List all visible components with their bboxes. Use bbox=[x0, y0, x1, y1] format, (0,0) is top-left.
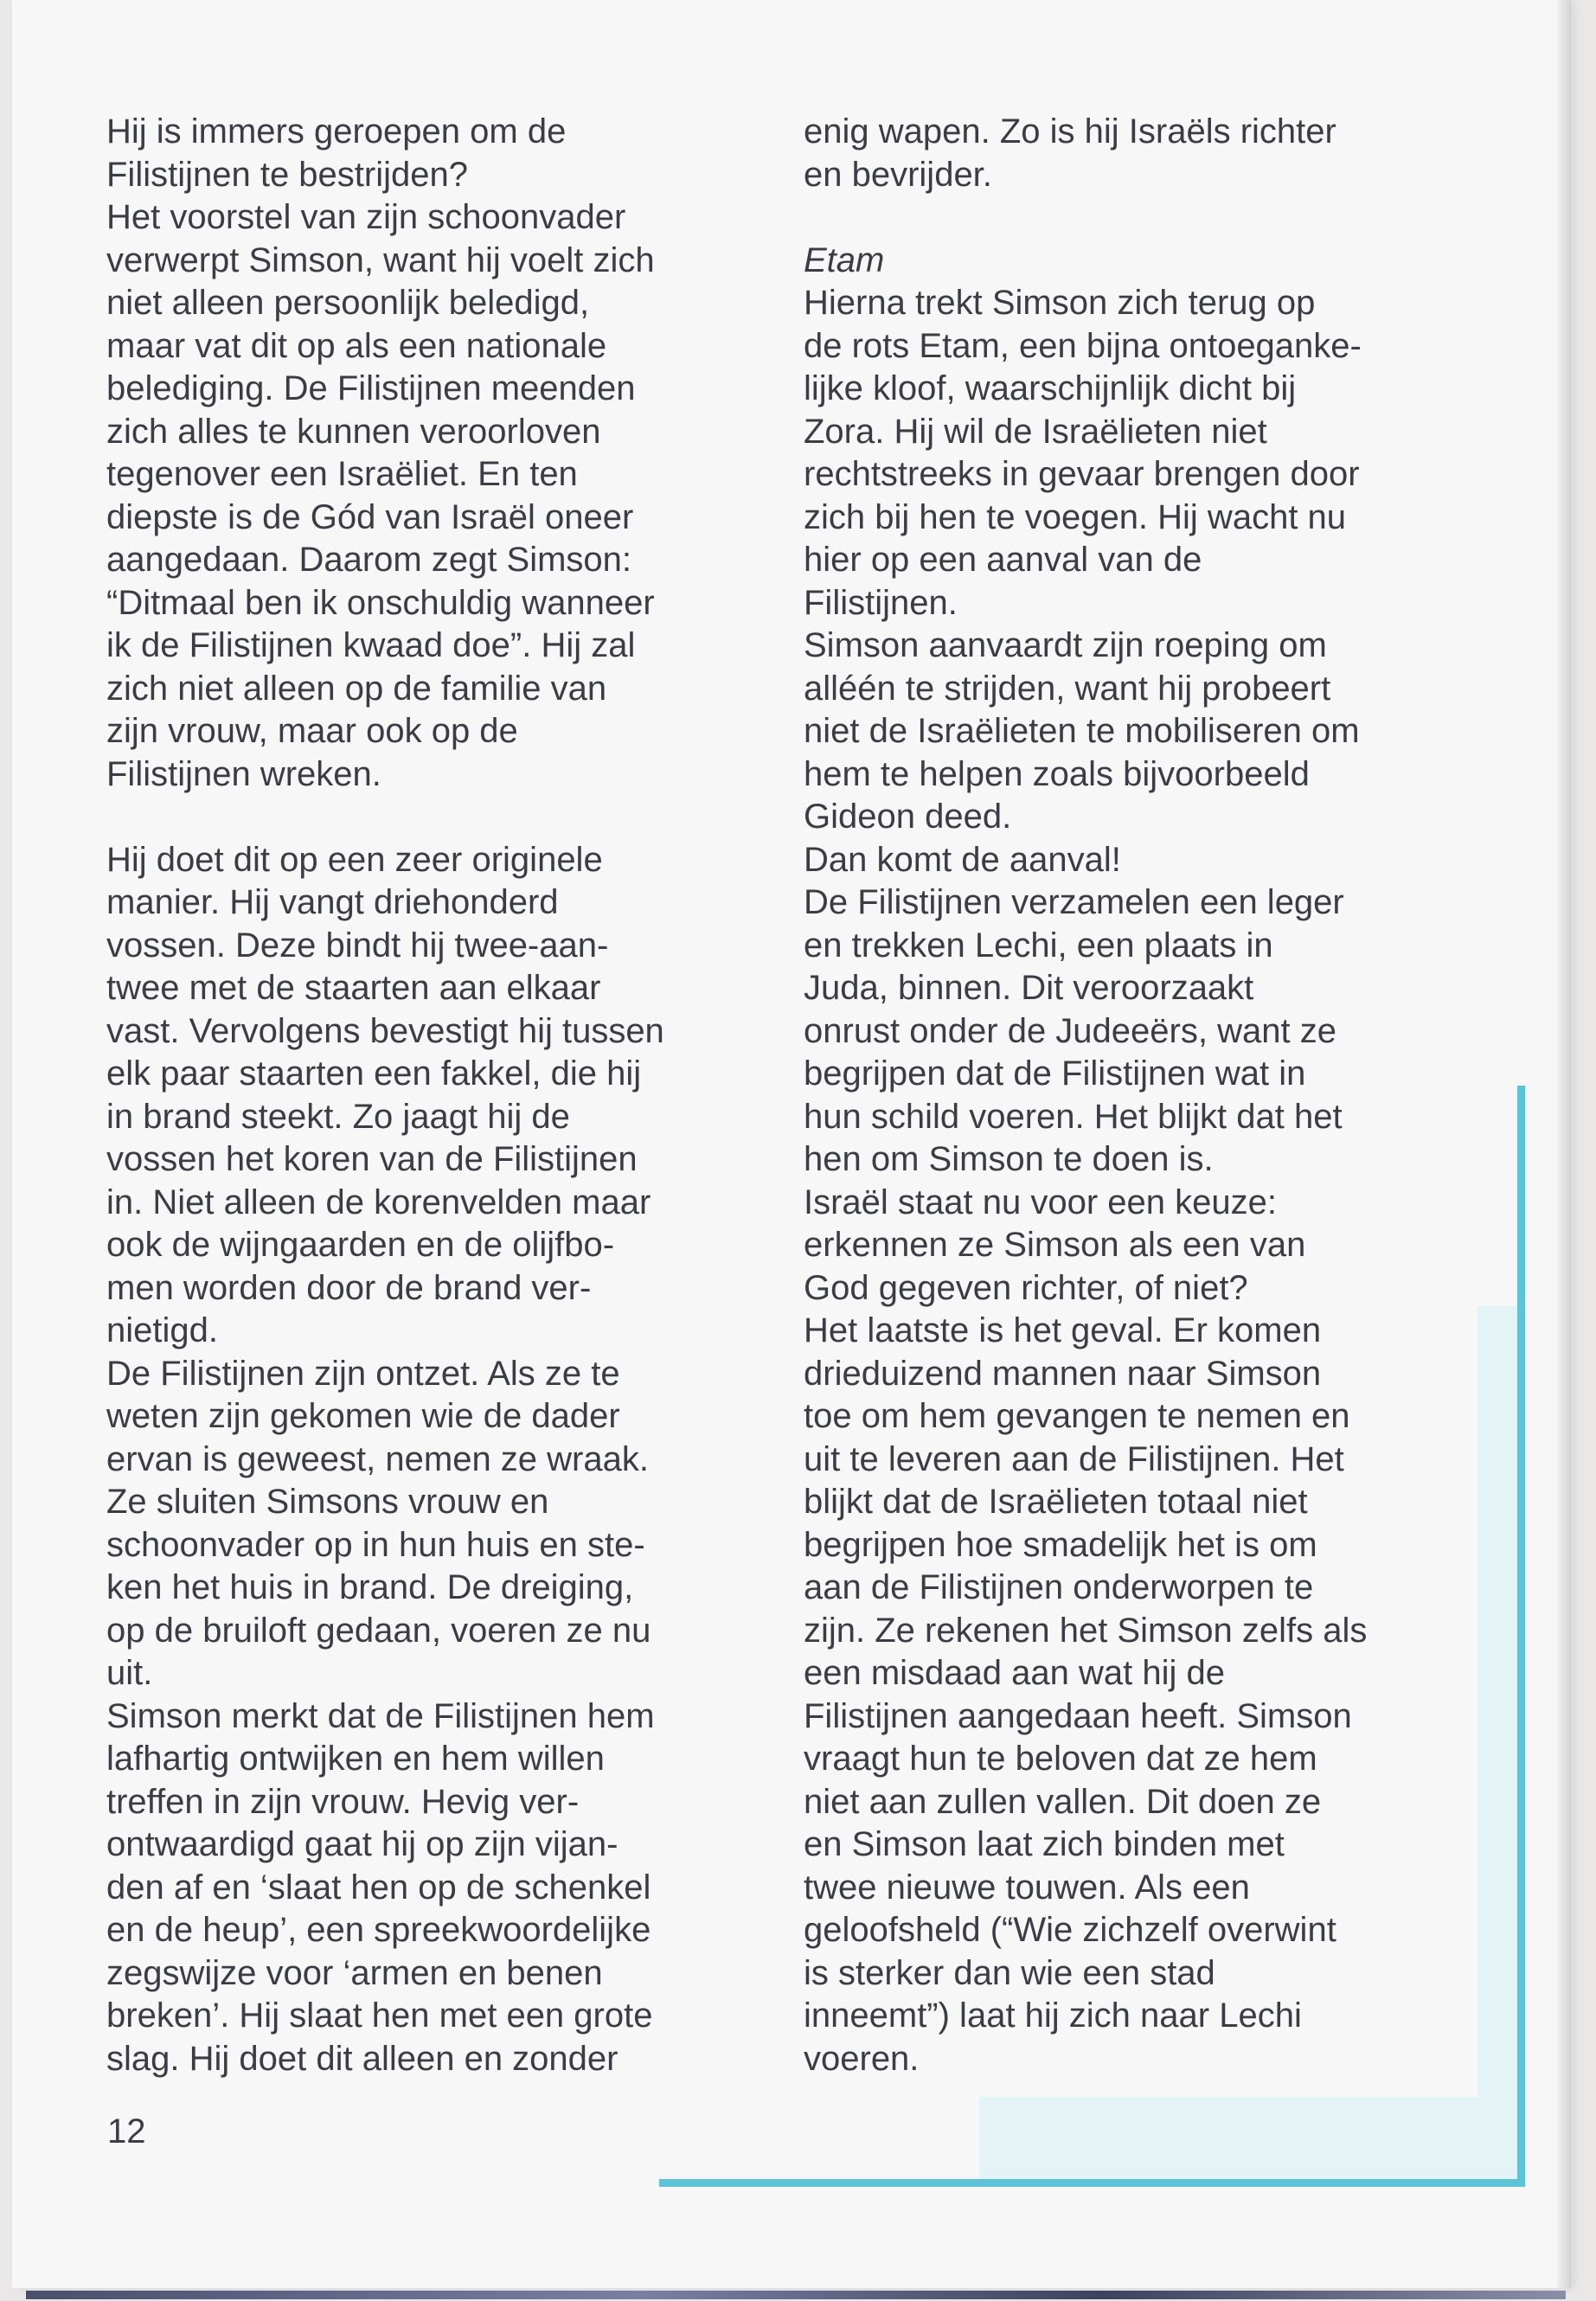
text-line: ervan is geweest, nemen ze wraak. bbox=[106, 1439, 649, 1478]
text-line: Dan komt de aanval! bbox=[804, 840, 1121, 879]
text-line: lijke kloof, waarschijnlijk dicht bij bbox=[804, 369, 1297, 407]
text-line: Hij doet dit op een zeer originele bbox=[106, 840, 603, 879]
text-line: hen om Simson te doen is. bbox=[804, 1140, 1214, 1178]
text-line: Filistijnen te bestrijden? bbox=[106, 155, 468, 194]
decorative-light-block-vertical bbox=[1477, 1306, 1517, 2183]
text-line: Simson aanvaardt zijn roeping om bbox=[804, 626, 1327, 664]
text-line: voeren. bbox=[804, 2039, 920, 2078]
text-line: hem te helpen zoals bijvoorbeeld bbox=[804, 754, 1310, 793]
text-line: breken’. Hij slaat hen met een grote bbox=[106, 1997, 653, 2035]
text-line: manier. Hij vangt driehonderd bbox=[106, 883, 559, 921]
text-line: ook de wijngaarden en de olijfbo- bbox=[106, 1226, 615, 1264]
text-line: rechtstreeks in gevaar brengen door bbox=[804, 455, 1360, 493]
right-text-column bbox=[804, 111, 1426, 2080]
text-line: aan de Filistijnen onderworpen te bbox=[804, 1568, 1314, 1606]
text-line: en trekken Lechi, een plaats in bbox=[804, 926, 1273, 965]
text-line: men worden door de brand ver- bbox=[106, 1268, 592, 1307]
text-line: is sterker dan wie een stad bbox=[804, 1953, 1215, 1992]
text-line: in. Niet alleen de korenvelden maar bbox=[106, 1183, 651, 1221]
text-line: vraagt hun te beloven dat ze hem bbox=[804, 1740, 1317, 1778]
text-line: zich alles te kunnen veroorloven bbox=[106, 412, 601, 451]
text-line: Zora. Hij wil de Israëlieten niet bbox=[804, 412, 1267, 451]
text-line: God gegeven richter, of niet? bbox=[804, 1268, 1248, 1307]
text-line: onrust onder de Judeeërs, want ze bbox=[804, 1011, 1336, 1050]
text-line: nietigd. bbox=[106, 1311, 218, 1349]
paragraph-gap bbox=[804, 196, 1426, 240]
text-line: blijkt dat de Israëlieten totaal niet bbox=[804, 1483, 1308, 1521]
text-line: treffen in zijn vrouw. Hevig ver- bbox=[106, 1782, 580, 1821]
text-line: Hierna trekt Simson zich terug op bbox=[804, 284, 1316, 322]
text-line: geloofsheld (“Wie zichzelf overwint bbox=[804, 1911, 1336, 1949]
text-line: twee nieuwe touwen. Als een bbox=[804, 1868, 1250, 1907]
left-text-column bbox=[106, 111, 764, 2080]
text-line: en de heup’, een spreekwoordelijke bbox=[106, 1911, 651, 1949]
text-line: belediging. De Filistijnen meenden bbox=[106, 369, 636, 407]
text-line: ontwaardigd gaat hij op zijn vijan- bbox=[106, 1825, 619, 1863]
scan-bottom-strip bbox=[26, 2291, 1566, 2299]
book-page bbox=[12, 0, 1569, 2288]
text-line: en Simson laat zich binden met bbox=[804, 1825, 1285, 1863]
text-line: en bevrijder. bbox=[804, 155, 992, 194]
text-line: aangedaan. Daarom zegt Simson: bbox=[106, 541, 632, 579]
text-line: uit te leveren aan de Filistijnen. Het bbox=[804, 1439, 1344, 1478]
page-number: 12 bbox=[107, 2112, 146, 2150]
text-line: drieduizend mannen naar Simson bbox=[804, 1354, 1322, 1393]
text-line: Simson merkt dat de Filistijnen hem bbox=[106, 1696, 655, 1735]
text-line: niet aan zullen vallen. Dit doen ze bbox=[804, 1782, 1322, 1821]
text-line: vossen. Deze bindt hij twee-aan- bbox=[106, 926, 609, 965]
text-line: Filistijnen aangedaan heeft. Simson bbox=[804, 1696, 1352, 1735]
text-line: maar vat dit op als een nationale bbox=[106, 326, 607, 365]
text-line: ik de Filistijnen kwaad doe”. Hij zal bbox=[106, 626, 636, 664]
text-line: De Filistijnen zijn ontzet. Als ze te bbox=[106, 1354, 620, 1393]
text-line: de rots Etam, een bijna ontoeganke- bbox=[804, 326, 1362, 365]
decorative-accent-line-vertical bbox=[1517, 1086, 1525, 2187]
text-line: vossen het koren van de Filistijnen bbox=[106, 1140, 638, 1178]
right-intro bbox=[804, 111, 1426, 196]
section-heading-etam: Etam bbox=[804, 240, 885, 279]
decorative-light-block bbox=[979, 2097, 1516, 2183]
text-line: De Filistijnen verzamelen een leger bbox=[804, 883, 1344, 921]
right-body bbox=[804, 282, 1426, 2080]
text-line: zijn. Ze rekenen het Simson zelfs als bbox=[804, 1611, 1368, 1650]
text-line: niet alleen persoonlijk beledigd, bbox=[106, 284, 590, 322]
text-line: toe om hem gevangen te nemen en bbox=[804, 1397, 1350, 1435]
text-line: slag. Hij doet dit alleen en zonder bbox=[106, 2039, 619, 2078]
text-line: elk paar staarten een fakkel, die hij bbox=[106, 1054, 642, 1093]
text-line: zich bij hen te voegen. Hij wacht nu bbox=[804, 497, 1347, 536]
text-line: zegswijze voor ‘armen en benen bbox=[106, 1953, 603, 1992]
text-line: zich niet alleen op de familie van bbox=[106, 669, 607, 708]
text-line: in brand steekt. Zo jaagt hij de bbox=[106, 1097, 570, 1136]
paragraph-gap bbox=[106, 796, 764, 839]
text-line: Het laatste is het geval. Er komen bbox=[804, 1311, 1322, 1349]
text-line: verwerpt Simson, want hij voelt zich bbox=[106, 240, 655, 279]
text-line: Ze sluiten Simsons vrouw en bbox=[106, 1483, 549, 1521]
text-line: Filistijnen wreken. bbox=[106, 754, 381, 793]
text-line: ken het huis in brand. De dreiging, bbox=[106, 1568, 634, 1606]
text-line: op de bruiloft gedaan, voeren ze nu bbox=[106, 1611, 651, 1650]
text-line: Juda, binnen. Dit veroorzaakt bbox=[804, 969, 1254, 1007]
text-line: hier op een aanval van de bbox=[804, 541, 1202, 579]
text-line: vast. Vervolgens bevestigt hij tussen bbox=[106, 1011, 664, 1050]
text-line: tegenover een Israëliet. En ten bbox=[106, 455, 578, 493]
text-line: Gideon deed. bbox=[804, 798, 1012, 836]
text-line: niet de Israëlieten te mobiliseren om bbox=[804, 712, 1360, 750]
text-line: Israël staat nu voor een keuze: bbox=[804, 1183, 1277, 1221]
text-line: lafhartig ontwijken en hem willen bbox=[106, 1740, 605, 1778]
text-line: weten zijn gekomen wie de dader bbox=[106, 1397, 620, 1435]
text-line: Het voorstel van zijn schoonvader bbox=[106, 198, 626, 236]
text-line: twee met de staarten aan elkaar bbox=[106, 969, 601, 1007]
text-line: een misdaad aan wat hij de bbox=[804, 1654, 1225, 1692]
decorative-accent-line-horizontal bbox=[659, 2179, 1525, 2187]
text-line: den af en ‘slaat hen op de schenkel bbox=[106, 1868, 651, 1907]
text-line: uit. bbox=[106, 1654, 153, 1692]
text-line: begrijpen dat de Filistijnen wat in bbox=[804, 1054, 1306, 1093]
text-line: Filistijnen. bbox=[804, 583, 958, 622]
text-line: Hij is immers geroepen om de bbox=[106, 112, 567, 151]
text-line: inneemt”) laat hij zich naar Lechi bbox=[804, 1997, 1302, 2035]
text-line: zijn vrouw, maar ook op de bbox=[106, 712, 518, 750]
text-line: “Ditmaal ben ik onschuldig wanneer bbox=[106, 583, 655, 622]
text-line: enig wapen. Zo is hij Israëls richter bbox=[804, 112, 1336, 151]
text-line: hun schild voeren. Het blijkt dat het bbox=[804, 1097, 1343, 1136]
text-line: erkennen ze Simson als een van bbox=[804, 1226, 1306, 1264]
text-line: diepste is de Gód van Israël oneer bbox=[106, 497, 634, 536]
text-line: begrijpen hoe smadelijk het is om bbox=[804, 1525, 1317, 1564]
text-line: alléén te strijden, want hij probeert bbox=[804, 669, 1331, 708]
page-edge-shade bbox=[1557, 0, 1569, 2288]
text-line: schoonvader op in hun huis en ste- bbox=[106, 1525, 645, 1564]
